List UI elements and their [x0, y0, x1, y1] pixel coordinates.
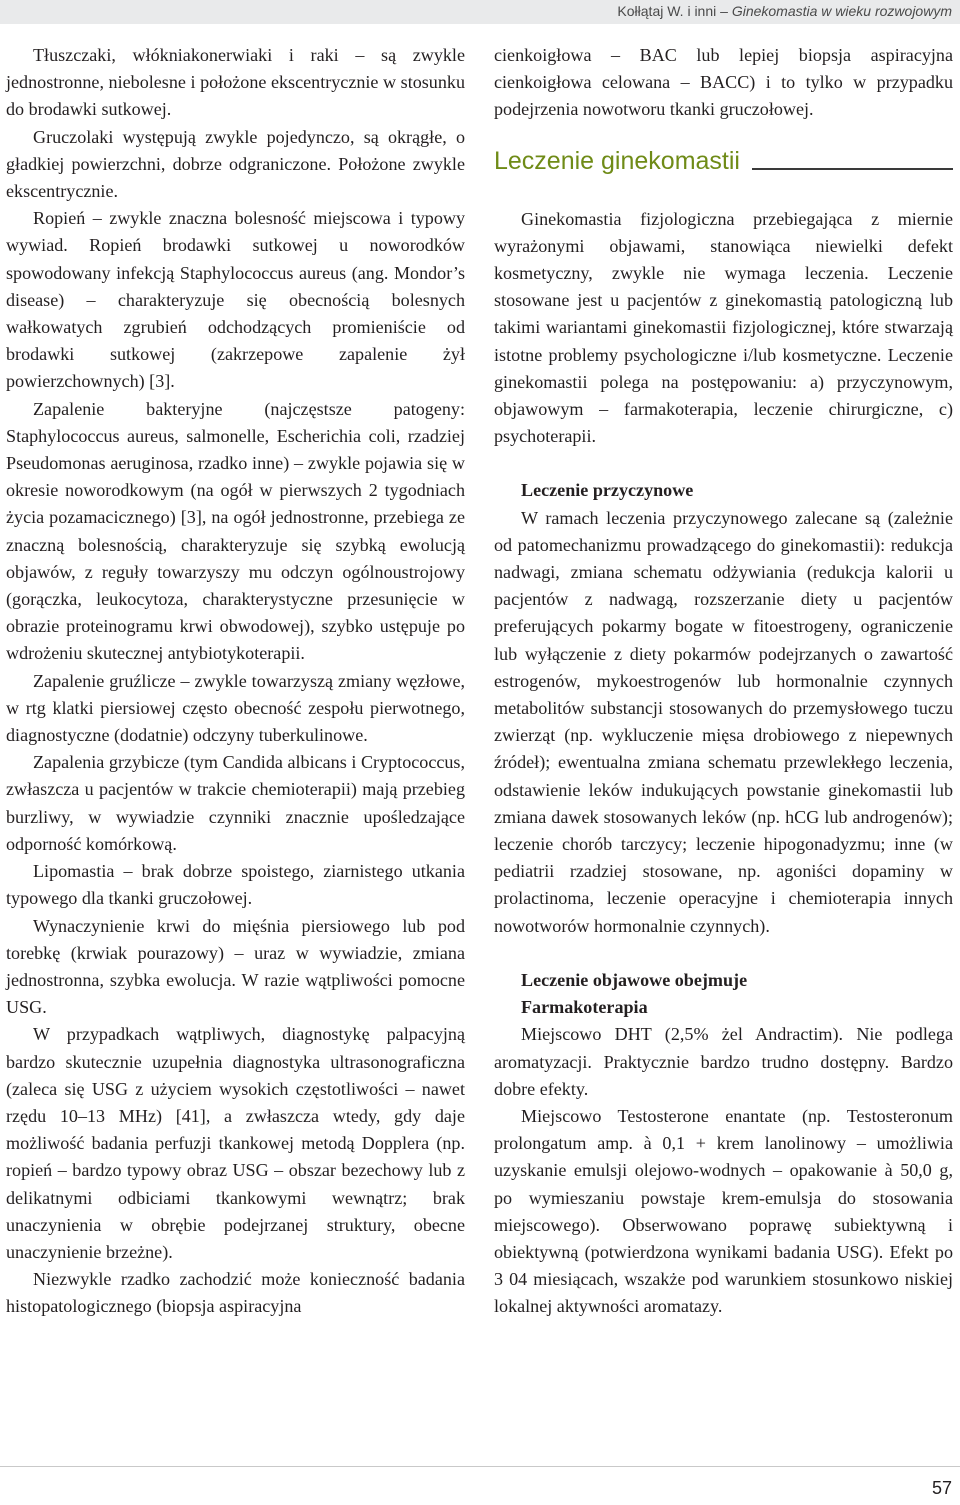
subheading-causal-treatment: Leczenie przyczynowe: [521, 480, 694, 501]
header-journal-title: Ginekomastia w wieku rozwojowym: [731, 3, 952, 19]
paragraph-hematoma: Wynaczynienie krwi do mięśnia piersiowego lub pod torebkę (krwiak pourazowy) – uraz w wywiadzie, zmiana jednostronna, szybka ewolucja. W razie wątpliwości pomocne USG.: [6, 915, 465, 1018]
paragraph-abscess: Ropień – zwykle znaczna bolesność miejscowa i typowy wywiad. Ropień brodawki sutkowej u noworodków spowodowany infekcją Staphylococcus aureus (ang. Mondor’s disease) – charakteryzuje się obecnością bolesnych wałkowatych zgrubień odchodzących promieniście od brodawki sutkowej (zakrzepowe zapalenie żył powierzchownych) [3].: [6, 208, 465, 392]
section-heading-treatment: [494, 146, 953, 176]
paragraph-tuberculous-inflammation: Zapalenie gruźlicze – zwykle towarzyszą zmiany węzłowe, w rtg klatki piersiowej często obecność zespołu pierwotnego, diagnostyczne (dodatnie) odczyny tuberkulinowe.: [6, 670, 465, 746]
section-heading-text: Leczenie ginekomastii: [494, 146, 740, 175]
paragraph-histopathology: Niezwykle rzadko zachodzić może konieczność badania histopatologicznego (biopsja aspiracyjna: [6, 1269, 465, 1317]
running-header: [0, 0, 960, 24]
paragraph-lipomastia: Lipomastia – brak dobrze spoistego, ziarnistego utkania typowego dla tkanki gruczołowej.: [6, 861, 465, 909]
page-number: 57: [931, 1478, 952, 1498]
footer-rule: [0, 1466, 960, 1467]
paragraph-causal-treatment: W ramach leczenia przyczynowego zalecane są (zależnie od patomechanizmu prowadzącego do ginekomastii): redukcja nadwagi, zmiana schematu odżywiania (redukcja kalorii u pacjentów z nadwagą, rozszerzanie diety u pacjentów preferujących pokarmy bogate w fitoestrogeny, ograniczenie lub wyłączenie z diety pokarmów podejrzanych o zawartość estrogenów, mykoestrogenów lub hormonalnie czynnych metabolitów substancji stosowanych do przemysłowego tuczu zwierząt (np. wykluczenie mięsa drobiowego z niepewnych źródeł); ewentualna zmiana schematu przewlekłego leczenia, odstawienie leków indukujących powstanie ginekomastii lub zmiana dawek stosowanych leków (np. hCG lub androgenów); leczenie chorób tarczycy; leczenie hipogonadyzmu; inne (w pediatrii rzadziej stosowane, np. agoniści dopaminy w prolactinoma, leczenie operacyjne i chemioterapia innych nowotworów hormonalnie czynnych).: [494, 507, 953, 936]
left-column: [6, 42, 465, 1321]
paragraph-treatment-intro: Ginekomastia fizjologiczna przebiegająca z miernie wyrażonymi objawami, stanowiąca niewielki defekt kosmetyczny, zwykle nie wymaga leczenia. Leczenie stosowane jest u pacjentów z ginekomastią patologiczną lub takimi wariantami ginekomastii fizjologicznej, które stwarzają istotne problemy psychologiczne i/lub kosmetyczne. Leczenie ginekomastii polega na postępowaniu: a) przyczynowym, objawowym – farmakoterapia, leczenie chirurgiczne, c) psychoterapii.: [494, 208, 953, 447]
paragraph-fungal-inflammation: Zapalenia grzybicze (tym Candida albicans i Cryptococcus, zwłaszcza u pacjentów w trakcie chemioterapii) mają przebieg burzliwy, w wywiadzie czynniki znacznie upośledzające odporność komórkową.: [6, 752, 465, 854]
paragraph-dht: Miejscowo DHT (2,5% żel Andractim). Nie podlega aromatyzacji. Praktycznie bardzo trudno dostępny. Bardzo dobre efekty.: [494, 1024, 953, 1099]
paragraph-testosterone: Miejscowo Testosterone enantate (np. Testosteronum prolongatum amp. à 0,1 + krem lanolinowy – umożliwia uzyskanie emulsji olejowo-wodnych – opakowanie à 50,0 g, po wymieszaniu powstaje krem-emulsja do stosowania miejscowego). Obserwowano poprawę subiektywną i obiektywną (potwierdzona wynikami badania USG). Efekt po 3 04 miesiącach, wszakże pod warunkiem stosunkowo niskiej lokalnej aktywności aromatazy.: [494, 1105, 953, 1317]
paragraph-ultrasound: W przypadkach wątpliwych, diagnostykę palpacyjną bardzo skutecznie uzupełnia diagnostyka ultrasonograficzna (zaleca się USG z użyciem wysokich częstotliwości – nawet rzędu 10–13 MHz) [41], a zwłaszcza wtedy, gdy daje możliwość badania perfuzji tkankowej metodą Dopplera (np. ropień – bardzo typowy obraz USG – obszar bezechowy lub z delikatnymi odbiciami tkankowymi wewnątrz; brak unaczynienia w obrębie podejrzanej struktury, obecne unaczynienie brzeżne).: [6, 1024, 465, 1262]
subheading-pharmacotherapy: Farmakoterapia: [521, 997, 648, 1018]
header-authors: Kołłątaj W. i inni –: [617, 3, 728, 19]
subheading-symptomatic-treatment: Leczenie objawowe obejmuje: [521, 969, 748, 990]
heading-rule: [752, 168, 953, 170]
paragraph-bacterial-inflammation: Zapalenie bakteryjne (najczęstsze patogeny: Staphylococcus aureus, salmonelle, Escherichia coli, rzadziej Pseudomonas aeruginosa, rzadko inne) – zwykle pojawia się w okresie noworodkowym (na ogół w pierwszych 2 tygodniach życia pozamacicznego) [3], na ogół jednostronne, przebiega ze znaczną bolesnością, charakteryzuje się szybką ewolucją objawów, z reguły towarzyszy mu odczyn ogólnoustrojowy (gorączka, leukocytoza, charakterystyczne przesunięcie w obrazie proteinogramu krwi obwodowej), szybko ustępuje po wdrożeniu skutecznej antybiotykoterapii.: [6, 398, 465, 664]
right-column: [494, 42, 953, 1321]
paragraph-tumors: Tłuszczaki, włókniakonerwiaki i raki – są zwykle jednostronne, niebolesne i położone ekscentrycznie w stosunku do brodawki sutkowej.: [6, 45, 465, 120]
paragraph-adenomas: Gruczolaki występują zwykle pojedynczo, są okrągłe, o gładkiej powierzchni, dobrze odgraniczone. Położone zwykle ekscentrycznie.: [6, 126, 465, 202]
paragraph-biopsy-continuation: cienkoigłowa – BAC lub lepiej biopsja aspiracyjna cienkoigłowa celowana – BACC) i to tylko w przypadku podejrzenia nowotworu tkanki gruczołowej.: [494, 45, 953, 120]
